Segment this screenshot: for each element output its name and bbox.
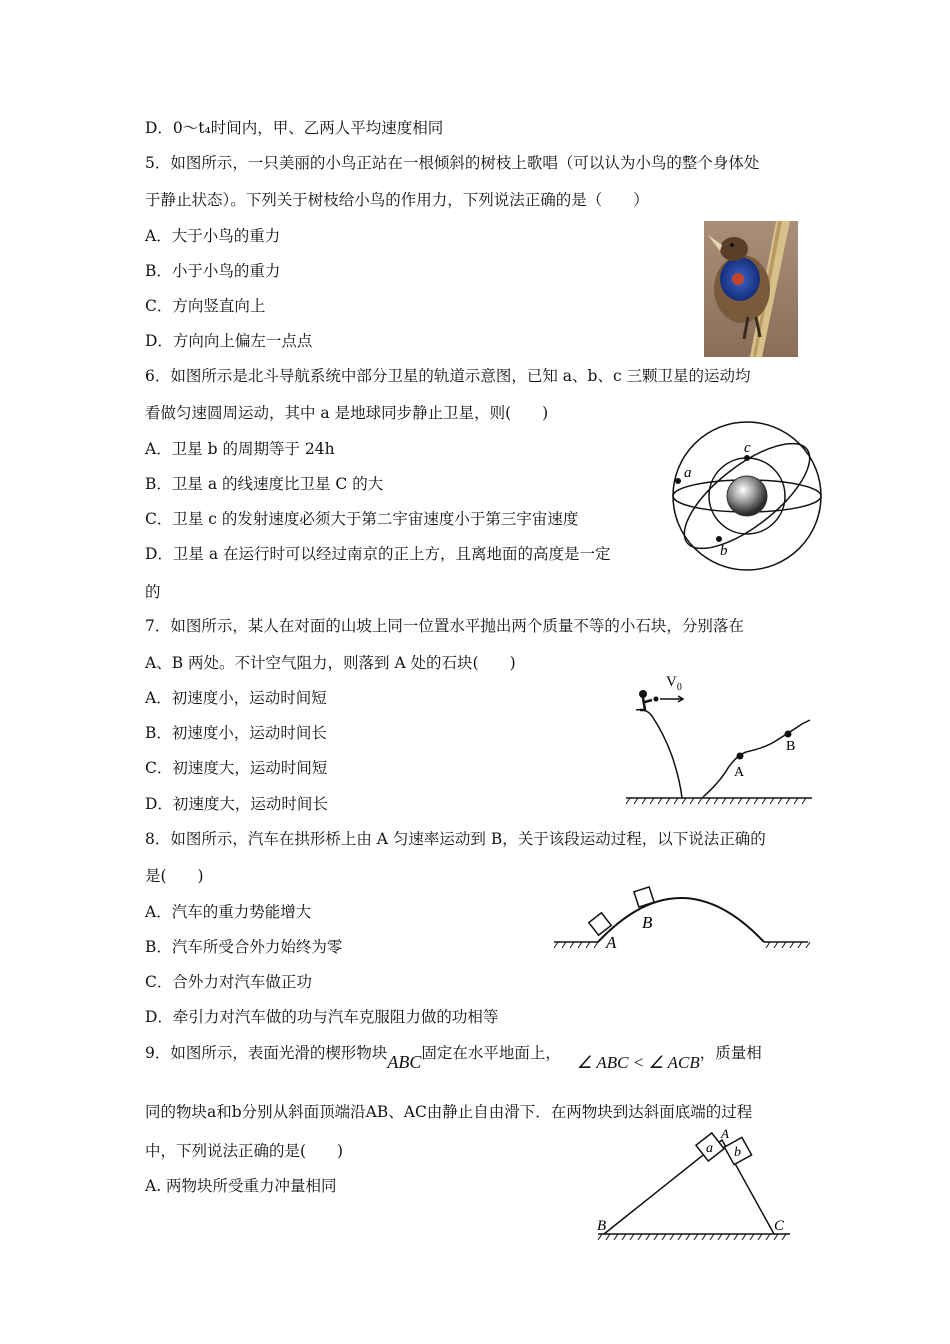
q5-stem-line1: 5．如图所示，一只美丽的小鸟正站在一根倾斜的树枝上歌唱（可以认为小鸟的整个身体处 [145,154,760,172]
satellite-orbit-figure [668,417,828,577]
q8-stem-line1: 8．如图所示，汽车在拱形桥上由 A 匀速率运动到 B，关于该段运动过程，以下说法正确的 [145,830,766,848]
q5-option-a: A．大于小鸟的重力 [145,227,281,245]
q5-option-d: D．方向向上偏左一点点 [145,332,313,350]
label-C: C [774,1218,785,1234]
q9-option-a: A. 两物块所受重力冲量相同 [145,1177,337,1195]
arch-curve [598,898,764,942]
label-a: a [684,465,692,481]
q9-stem-line2: 同的物块a和b分别从斜面顶端沿AB、AC由静止自由滑下．在两物块到达斜面底端的过程 [145,1103,753,1121]
satellite-b [716,536,722,542]
person-body [640,698,652,710]
q9-stem-line3: 中，下列说法正确的是( ) [145,1142,344,1160]
q7-option-d: D．初速度大，运动时间长 [145,795,328,813]
q6-option-d-line1: D．卫星 a 在运行时可以经过南京的正上方，且离地面的高度是一定 [145,545,611,563]
q9-stem-part1: 9．如图所示，表面光滑的楔形物块 [145,1044,388,1062]
q9-stem-line1 [145,1042,762,1072]
opposite-slope [702,720,810,798]
q7-option-b: B．初速度小，运动时间长 [145,724,327,742]
point-a [737,753,744,760]
satellite-a [675,478,681,484]
label-c: c [744,440,751,456]
q6-option-a: A．卫星 b 的周期等于 24h [145,440,335,458]
q4-option-d: D．0～t₄时间内，甲、乙两人平均速度相同 [145,119,444,137]
earth [727,476,767,516]
q5-option-b: B．小于小鸟的重力 [145,262,281,280]
q9-stem-part3: ，质量相 [699,1044,762,1062]
q8-option-c: C．合外力对汽车做正功 [145,973,312,991]
projectile-slope-figure [624,664,814,806]
label-b: b [734,1145,741,1160]
q7-stem-line1: 7．如图所示，某人在对面的山坡上同一位置水平抛出两个质量不等的小石块，分别落在 [145,617,744,635]
q7-stem-line2: A、B 两处。不计空气阻力，则落到 A 处的石块( ) [145,654,516,672]
label-b: b [720,543,728,559]
cliff-outline [636,710,682,798]
q6-option-d-line2: 的 [145,583,161,601]
q9-stem-abc: ABC [387,1052,422,1072]
bird-photo [704,221,798,357]
q8-option-b: B．汽车所受合外力始终为零 [145,938,343,956]
q9-stem-part2: 固定在水平地面上， [421,1044,561,1062]
label-A: A [734,765,745,780]
q6-option-b: B．卫星 a 的线速度比卫星 C 的大 [145,475,384,493]
stone [654,697,659,702]
label-A: A [606,933,617,952]
q8-option-a: A．汽车的重力势能增大 [145,903,312,921]
q7-option-c: C．初速度大，运动时间短 [145,759,328,777]
q8-stem-line2: 是( ) [145,867,204,885]
label-A: A [721,1126,729,1141]
q7-option-a: A．初速度小，运动时间短 [145,689,327,707]
q5-stem-line2: 于静止状态）。下列关于树枝给小鸟的作用力，下列说法正确的是（ ） [145,191,649,209]
point-b [785,731,792,738]
label-B: B [642,913,653,932]
label-B: B [786,739,796,754]
label-v0: $V_0$ [666,674,682,693]
q6-stem-line1: 6．如图所示是北斗导航系统中部分卫星的轨道示意图，已知 a、b、c 三颗卫星的运动均 [145,367,751,385]
q5-option-c: C．方向竖直向上 [145,297,266,315]
person-head [639,690,647,698]
q8-option-d: D．牵引力对汽车做的功与汽车克服阻力做的功相等 [145,1008,499,1026]
arch-bridge-figure [550,876,812,956]
q9-stem-angle: ∠ ABC < ∠ ACB [576,1053,700,1072]
label-B: B [597,1218,607,1234]
label-a: a [706,1141,713,1156]
q6-stem-line2: 看做匀速圆周运动，其中 a 是地球同步静止卫星，则( ) [145,404,549,422]
q6-option-c: C．卫星 c 的发射速度必须大于第二宇宙速度小于第三宇宙速度 [145,510,579,528]
wedge-figure [594,1124,794,1244]
